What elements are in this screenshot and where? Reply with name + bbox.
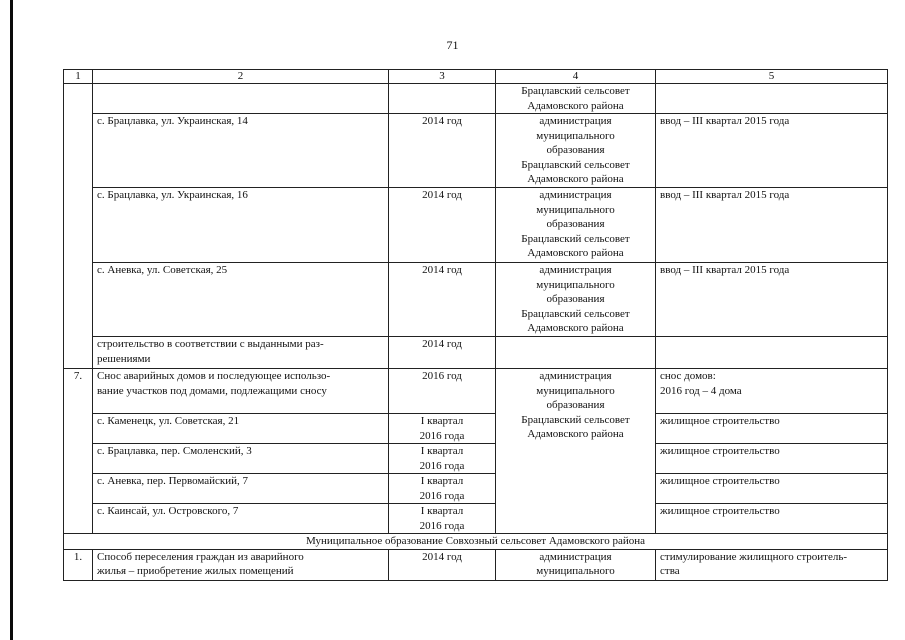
table-row (64, 263, 888, 337)
cell-responsible (496, 188, 656, 263)
text-line: Адамовского района (527, 247, 624, 259)
text-line: 2016 года (419, 459, 465, 472)
cell-object (93, 337, 389, 369)
cell-object: с. Каинсай, ул. Островского, 7 (93, 504, 389, 534)
cell-note (656, 549, 888, 580)
text-line: Адамовского района (527, 428, 624, 440)
text-line: администрация (539, 264, 612, 276)
header-col-2: 2 (93, 70, 389, 84)
text-line: 2016 года (419, 429, 465, 442)
text-line: муниципального (536, 384, 615, 397)
row-number-cell: 7. (64, 369, 93, 534)
table-row (64, 369, 888, 414)
cell-note: жилищное строительство (656, 414, 888, 444)
cell-responsible (496, 337, 656, 369)
text-line: Способ переселения граждан из аварийного (97, 550, 304, 563)
text-line: муниципального (536, 203, 615, 216)
cell-responsible: Брацлавский сельсовет Адамовского района (496, 84, 656, 114)
table-row (64, 188, 888, 263)
text-line: снос домов: (660, 370, 716, 382)
cell-date (389, 474, 496, 504)
text-line: администрация (539, 550, 612, 563)
cell-object (93, 84, 389, 114)
cell-object: с. Каменецк, ул. Советская, 21 (93, 414, 389, 444)
text-line: муниципального (536, 278, 615, 291)
text-line: администрация (539, 189, 612, 201)
cell-responsible (496, 263, 656, 337)
text-line: муниципального (536, 129, 615, 142)
cell-date: 2014 год (389, 549, 496, 580)
table-row (64, 337, 888, 369)
text-line: образования (546, 399, 605, 411)
cell-note (656, 369, 888, 414)
header-col-3: 3 (389, 70, 496, 84)
data-table (63, 69, 888, 581)
section-row (64, 534, 888, 550)
table-row (64, 414, 888, 444)
header-col-1: 1 (64, 70, 93, 84)
cell-responsible (496, 369, 656, 534)
cell-date: 2014 год (389, 114, 496, 188)
text-line: администрация (539, 115, 612, 127)
text-line: I квартал (420, 445, 464, 457)
page-number: 71 (446, 38, 459, 52)
cell-note: ввод – III квартал 2015 года (656, 188, 888, 263)
cell-note: жилищное строительство (656, 504, 888, 534)
cell-note (656, 84, 888, 114)
text-line: Адамовского района (527, 322, 624, 334)
text-line: 2016 года (419, 489, 465, 502)
text-line: муниципального (536, 565, 615, 577)
cell-date (389, 84, 496, 114)
cell-note: ввод – III квартал 2015 года (656, 263, 888, 337)
cell-date (389, 444, 496, 474)
cell-responsible (496, 549, 656, 580)
text-line: образования (546, 144, 605, 156)
cell-object: с. Брацлавка, пер. Смоленский, 3 (93, 444, 389, 474)
text-line: строительство в соответствии с выданными раз- (97, 338, 324, 350)
text-line: образования (546, 218, 605, 230)
cell-object: с. Аневка, ул. Советская, 25 (93, 263, 389, 337)
text-line: 2016 года (419, 519, 465, 532)
row-number-cell: 1. (64, 549, 93, 580)
text-line: стимулирование жилищного строитель- (660, 550, 848, 563)
text-line: образования (546, 293, 605, 305)
cell-date (389, 504, 496, 534)
cell-note: ввод – III квартал 2015 года (656, 114, 888, 188)
cell-object: с. Брацлавка, ул. Украинская, 14 (93, 114, 389, 188)
cell-date (389, 414, 496, 444)
text-line: Брацлавский сельсовет (521, 307, 630, 320)
text-line: Снос аварийных домов и последующее использо- (97, 370, 331, 382)
section-title: Муниципальное образование Совхозный сельсовет Адамовского района (64, 534, 888, 550)
cell-date: 2014 год (389, 188, 496, 263)
cell-responsible (496, 114, 656, 188)
cell-date: 2014 год (389, 337, 496, 369)
cell-object (93, 369, 389, 414)
text-line: 2016 год – 4 дома (660, 384, 742, 397)
text-line: Адамовского района (527, 173, 624, 185)
text-line: I квартал (420, 505, 464, 517)
text-line: Брацлавский сельсовет (521, 158, 630, 171)
cell-note (656, 337, 888, 369)
table-row (64, 114, 888, 188)
header-col-4: 4 (496, 70, 656, 84)
text-line: ства (660, 565, 680, 577)
cell-note: жилищное строительство (656, 444, 888, 474)
table-row (64, 474, 888, 504)
text-line: Брацлавский сельсовет (521, 232, 630, 245)
cell-date: 2016 год (389, 369, 496, 414)
cell-object (93, 549, 389, 580)
table-row (64, 84, 888, 114)
text-line: администрация (539, 370, 612, 382)
text-line: Брацлавский сельсовет (521, 413, 630, 426)
cell-object: с. Аневка, пер. Первомайский, 7 (93, 474, 389, 504)
header-col-5: 5 (656, 70, 888, 84)
cell-date: 2014 год (389, 263, 496, 337)
text-line: I квартал (420, 475, 464, 487)
page-edge-bar (10, 0, 13, 640)
text-line: жилья – приобретение жилых помещений (97, 565, 294, 577)
table-row (64, 444, 888, 474)
text-line: I квартал (420, 415, 464, 427)
table-row (64, 549, 888, 580)
row-number-cell (64, 84, 93, 369)
cell-object: с. Брацлавка, ул. Украинская, 16 (93, 188, 389, 263)
text-line: вание участков под домами, подлежащими сносу (97, 384, 327, 397)
table-row (64, 504, 888, 534)
header-row (64, 70, 888, 84)
cell-note: жилищное строительство (656, 474, 888, 504)
text-line: решениями (97, 352, 151, 365)
